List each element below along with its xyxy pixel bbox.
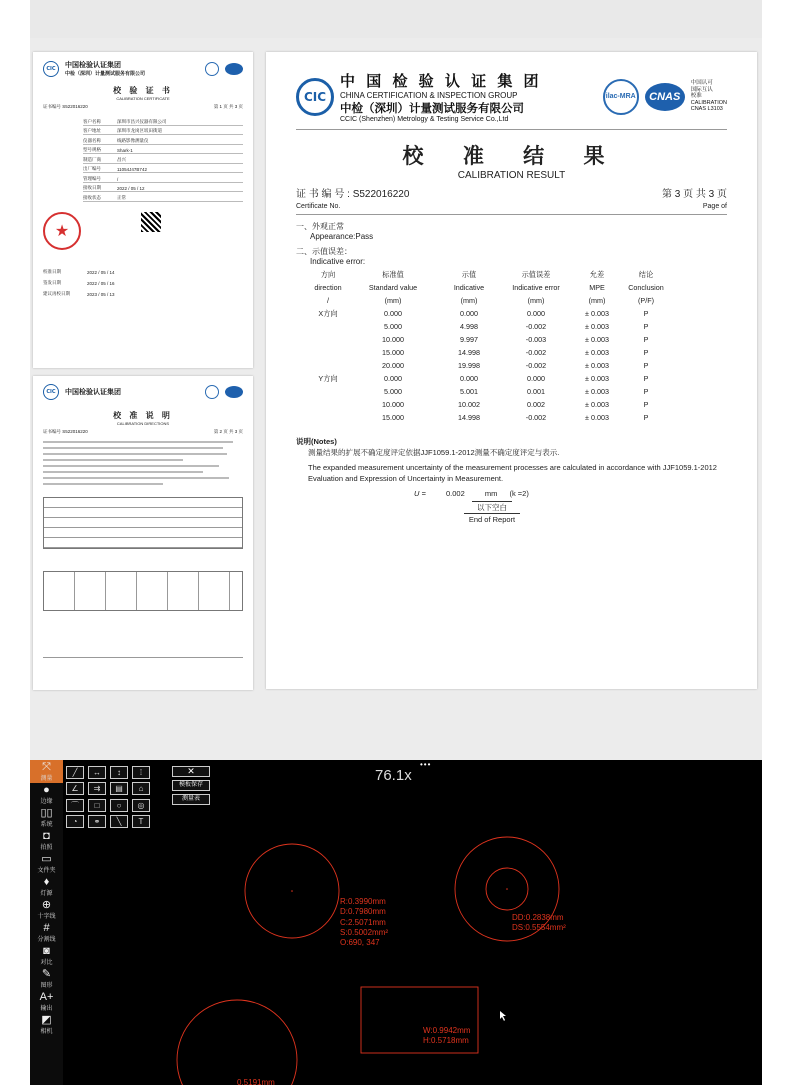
cnas-text-line: 校准: [690, 93, 702, 100]
table-cell: [306, 333, 350, 346]
notes-section: [296, 436, 727, 525]
ilac-icon: [205, 62, 219, 76]
mini-dir-subtitle: CALIBRATION DIRECTIONS: [116, 421, 170, 426]
table-cell: 允差: [589, 269, 605, 279]
tool-label: 边缘: [40, 799, 53, 805]
mini-page: 第 1 页 共 3 页: [213, 104, 243, 109]
ilac-icon: [205, 385, 219, 399]
mini-date-value: 2023 / 05 / 13: [87, 291, 115, 297]
close-panel-button[interactable]: ✕: [172, 766, 210, 777]
circle-2-readout: [512, 913, 566, 934]
mini-field-row: [83, 145, 243, 155]
mini-dir-header: [43, 384, 243, 400]
table-cell: X方向: [318, 308, 338, 318]
measurement-canvas[interactable]: [30, 760, 762, 1085]
table-row: [306, 385, 668, 398]
notes-cn: 测量结果的扩展不确定度评定依据JJF1059.1-2012测量不确定度评定与表示.: [308, 448, 560, 457]
cic-logo-icon: CIC: [43, 384, 59, 400]
measurement-software: [30, 760, 762, 1085]
table-cell: 15.000: [382, 413, 404, 422]
org-name-en-2: CCIC (Shenzhen) Metrology & Testing Service Co.,Ltd: [340, 116, 509, 123]
result-title: 校 准 结 果: [402, 144, 621, 168]
table-cell: ± 0.003: [585, 348, 609, 357]
table-cell: 标准值: [382, 269, 404, 279]
mini-field-label: 接收日期: [83, 185, 101, 190]
mini-header: [43, 60, 243, 77]
table-cell: -0.002: [525, 413, 547, 422]
tool-label: 拍照: [40, 845, 53, 851]
cic-logo-icon: CIC: [296, 78, 334, 116]
table-cell: (mm): [588, 296, 606, 305]
tool-icon: ▯▯: [40, 807, 53, 819]
mini-field-value: 11054J47B742: [117, 167, 147, 172]
table-cell: 方向: [320, 269, 336, 279]
table-cell: 5.001: [460, 387, 478, 396]
table-cell: MPE: [589, 283, 605, 292]
section-indicative-error: 二、示值误差： Indicative error:: [296, 247, 366, 266]
ilac-mra-icon: ilac-MRA: [603, 79, 639, 115]
mini-field-row: [83, 183, 243, 193]
table-cell: [306, 320, 350, 333]
mini-field-label: 接收状态: [83, 194, 101, 200]
mini-field-label: 客户地址: [83, 128, 101, 133]
mini-field-value: Shark-1: [117, 148, 133, 153]
table-cell: Standard value: [368, 283, 418, 292]
table-row: [306, 294, 668, 307]
table-cell: 0.000: [384, 309, 402, 318]
mini-date-value: 2022 / 05 / 16: [87, 280, 115, 286]
mini-dir-footer-line: [43, 657, 243, 658]
readout-line: W:0.9942mm: [423, 1026, 471, 1035]
mini-title: 校 验 证 书: [113, 86, 173, 95]
tool-icon: ◙: [43, 945, 50, 957]
table-cell: 9.997: [460, 335, 478, 344]
vertical-distance-tool-icon[interactable]: ↕: [110, 766, 128, 779]
table-cell: (P/F): [638, 296, 654, 305]
tool-icon: ◘: [43, 830, 50, 842]
radius-tool-icon[interactable]: ◔: [66, 815, 84, 828]
text-tool-icon[interactable]: T: [132, 815, 150, 828]
mini-org-name: 中国检验认证集团: [65, 62, 121, 69]
measured-circle-3: [177, 1000, 297, 1085]
mini-field-label: 出厂编号: [83, 166, 101, 171]
cnas-text-line: 中国认可: [690, 80, 713, 87]
mini-field-row: [83, 116, 243, 126]
table-row: [306, 268, 668, 281]
mini-dir-org: 中国检验认证集团: [65, 389, 121, 396]
tool-icon: A+: [39, 991, 54, 1003]
parallel-tool-icon[interactable]: ⇉: [88, 782, 106, 795]
tool-icon: ▭: [41, 853, 52, 865]
circle-tool-icon[interactable]: ○: [110, 799, 128, 812]
measurement-table-button[interactable]: 测量表: [172, 794, 210, 805]
table-cell: 10.000: [382, 335, 404, 344]
result-subtitle: CALIBRATION RESULT: [457, 170, 566, 181]
table-cell: 14.998: [458, 413, 480, 422]
table-cell: 0.002: [527, 400, 545, 409]
more-icon[interactable]: •••: [420, 760, 432, 769]
table-cell: 结论: [638, 269, 654, 279]
circle-1-readout: [340, 897, 388, 948]
circle-2-center: [506, 888, 508, 890]
section-appearance: 一、外观正常 Appearance:Pass: [296, 222, 374, 241]
table-cell: ± 0.003: [585, 400, 609, 409]
mini-date-value: 2022 / 05 / 14: [87, 269, 115, 275]
mini-date-label: 签发日期: [43, 279, 61, 285]
mini-field-row: [83, 135, 243, 145]
table-cell: /: [327, 296, 329, 305]
mini-date-label: 建议再校日期: [43, 290, 70, 296]
table-cell: 10.002: [458, 400, 480, 409]
mini-field-row: [83, 154, 243, 164]
mini-field-value: 深圳市昌兴仪器有限公司: [117, 118, 167, 124]
square-tool-icon[interactable]: □: [88, 799, 106, 812]
tool-label: 分割线: [37, 937, 56, 943]
table-cell: 0.000: [384, 374, 402, 383]
tool-icon: #: [43, 922, 50, 934]
cic-logo-icon: CIC: [43, 61, 59, 77]
readout-line: C:2.5071mm: [340, 917, 386, 927]
table-cell: 示值: [461, 269, 477, 279]
table-cell: 5.000: [384, 322, 402, 331]
uncertainty-line: U = 0.002 mm (k =2): [414, 489, 529, 498]
rectangle-readout: [423, 1026, 470, 1047]
mini-field-label: 型号规格: [83, 147, 101, 152]
cnas-icon: [225, 386, 243, 398]
table-cell: 10.000: [382, 400, 404, 409]
table-row: [306, 307, 668, 320]
top-band: [30, 0, 762, 38]
cnas-text: [691, 80, 727, 113]
table-row: [306, 346, 668, 359]
table-cell: -0.002: [525, 348, 547, 357]
mini-field-label: 管理编号: [83, 175, 101, 181]
table-cell: [306, 346, 350, 359]
tool-label: 输出: [40, 1006, 53, 1012]
readout-line: DS:0.5554mm²: [512, 923, 566, 933]
table-cell: Y方向: [318, 373, 338, 383]
mini-field-row: [83, 173, 243, 183]
mini-dir-box-1: [43, 497, 243, 549]
table-cell: 示值误差: [521, 269, 551, 279]
table-cell: -0.002: [525, 361, 547, 370]
cnas-text-line: CNAS L3103: [690, 106, 723, 113]
table-cell: (mm): [460, 296, 478, 305]
table-cell: ± 0.003: [585, 361, 609, 370]
polygon-tool-icon[interactable]: ⌂: [132, 782, 150, 795]
readout-line: D:0.7980mm: [340, 907, 386, 917]
tool-label: 文件夹: [37, 868, 56, 874]
table-cell: 0.000: [460, 309, 478, 318]
tool-icon: ✎: [41, 968, 52, 980]
table-cell: Conclusion: [628, 283, 664, 292]
table-row: [306, 333, 668, 346]
line-tool-icon[interactable]: ╱: [66, 766, 84, 779]
table-cell: P: [643, 387, 649, 396]
table-row: [306, 372, 668, 385]
mini-field-value: 正常: [117, 194, 126, 200]
arc-tool-icon[interactable]: ⌒: [66, 799, 84, 812]
table-cell: [306, 359, 350, 372]
table-cell: ± 0.003: [585, 309, 609, 318]
pen-tool-icon[interactable]: ╲: [110, 815, 128, 828]
circle-3-readout: 0.5191mm: [237, 1078, 275, 1085]
mini-seal-icon: ★: [43, 212, 81, 250]
mini-field-label: 仪器名称: [83, 137, 101, 143]
table-cell: ± 0.003: [585, 335, 609, 344]
mini-dir-cert-no: 证书编号 S522016220: [43, 429, 88, 434]
mini-field-value: 昌兴: [117, 156, 126, 162]
table-cell: direction: [314, 283, 342, 292]
cnas-text-line: 国际互认: [690, 86, 713, 93]
table-cell: P: [643, 413, 649, 422]
readout-line: S:0.5002mm²: [340, 927, 389, 937]
mini-field-label: 客户名称: [83, 118, 101, 124]
table-cell: Indicative error: [512, 283, 560, 292]
page-indicator: 第 3 页 共 3 页 Page of: [661, 189, 727, 210]
certificate-page-2[interactable]: [33, 376, 253, 690]
mini-dir-title: 校 准 说 明: [113, 411, 173, 420]
table-cell: P: [643, 309, 649, 318]
table-cell: 14.998: [458, 348, 480, 357]
certificate-page-1[interactable]: [33, 52, 253, 368]
two-circle-tool-icon[interactable]: ⚭: [88, 815, 106, 828]
result-header: [296, 70, 727, 123]
tool-label: 对比: [40, 960, 53, 966]
table-cell: ± 0.003: [585, 413, 609, 422]
mini-field-value: 深圳市龙岗区坂田街道: [117, 128, 162, 133]
distance-tool-icon[interactable]: ↔: [88, 766, 106, 779]
tool-label: 系统: [40, 822, 53, 828]
zoom-level: 76.1x: [375, 767, 412, 784]
table-row: [306, 320, 668, 333]
table-cell: (mm): [384, 296, 402, 305]
table-cell: P: [643, 374, 649, 383]
qr-code-icon: [141, 212, 161, 232]
tool-label: 相机: [40, 1029, 53, 1035]
notes-title: 说明(Notes): [296, 437, 337, 446]
mini-date-row: [43, 286, 243, 297]
mini-field-value: 2022 / 05 / 12: [117, 186, 145, 191]
calibration-result-page[interactable]: [266, 52, 757, 689]
table-cell: ± 0.003: [585, 322, 609, 331]
table-cell: 0.000: [527, 309, 545, 318]
mini-dates: [43, 264, 243, 297]
tool-label: 测量: [40, 776, 53, 782]
rect-tool-icon[interactable]: ▤: [110, 782, 128, 795]
tool-icon: ●: [43, 784, 50, 796]
mini-field-row: [83, 192, 243, 202]
table-cell: 0.001: [527, 387, 545, 396]
table-cell: [306, 385, 350, 398]
table-cell: P: [643, 322, 649, 331]
table-row: [306, 359, 668, 372]
mini-field-row: [83, 126, 243, 136]
mini-dir-text-lines: [43, 441, 243, 485]
notes-en: The expanded measurement uncertainty of the measurement processes are calculated in accordance with JJF1059.1-2012 Evaluation and Expression of Uncertainty in Measurement.: [308, 463, 717, 483]
circle-1-center: [291, 890, 293, 892]
mini-field-label: 制造厂商: [83, 156, 101, 162]
org-name-cn: 中 国 检 验 认 证 集 团: [340, 72, 542, 90]
tool-icon: ◩: [41, 1014, 52, 1026]
blank-below: 以下空白: [472, 501, 512, 513]
table-cell: (mm): [527, 296, 545, 305]
table-row: [306, 411, 668, 424]
table-cell: 4.998: [460, 322, 478, 331]
certificate-number: 证 书 编 号 : S522016220 Certificate No.: [296, 189, 410, 210]
table-row: [306, 398, 668, 411]
table-cell: P: [643, 400, 649, 409]
mini-cert-no: 证书编号 S522016220: [43, 104, 88, 109]
readout-line: O:690, 347: [340, 938, 380, 948]
mini-field-value: 线路影像测量仪: [117, 137, 149, 143]
mini-field-value: /: [117, 176, 119, 182]
table-cell: 5.000: [384, 387, 402, 396]
mini-org-name-2: 中检（深圳）计量测试服务有限公司: [65, 71, 146, 77]
table-cell: -0.002: [525, 322, 547, 331]
table-cell: 15.000: [382, 348, 404, 357]
tool-icon: ♦: [43, 876, 50, 888]
org-name-en: CHINA CERTIFICATION & INSPECTION GROUP: [340, 91, 518, 100]
table-cell: 0.000: [527, 374, 545, 383]
cnas-icon: [225, 63, 243, 75]
readout-line: H:0.5718mm: [423, 1036, 469, 1046]
table-cell: [306, 411, 350, 424]
mini-fields: [83, 116, 243, 202]
tool-label: 灯源: [40, 891, 53, 897]
mini-date-label: 校准日期: [43, 268, 61, 274]
table-cell: 0.000: [460, 374, 478, 383]
table-cell: [306, 398, 350, 411]
table-cell: ± 0.003: [585, 374, 609, 383]
table-cell: -0.003: [525, 335, 547, 344]
mini-field-row: [83, 164, 243, 174]
readout-line: DD:0.2838mm: [512, 913, 564, 922]
angle-tool-icon[interactable]: ∠: [66, 782, 84, 795]
table-cell: 19.998: [458, 361, 480, 370]
table-cell: Indicative: [453, 283, 485, 292]
mouse-cursor-icon: [500, 1011, 506, 1021]
measurement-table: [306, 268, 668, 424]
mini-dir-page: 第 2 页 共 3 页: [213, 429, 243, 434]
mini-date-row: [43, 264, 243, 275]
table-cell: P: [643, 348, 649, 357]
tool-label: 十字线: [37, 914, 56, 920]
table-cell: P: [643, 335, 649, 344]
mini-date-row: [43, 275, 243, 286]
concentric-tool-icon[interactable]: ◎: [132, 799, 150, 812]
mini-subtitle: CALIBRATION CERTIFICATE: [116, 96, 170, 101]
point-tool-icon[interactable]: ⁞: [132, 766, 150, 779]
cnas-text-line: CALIBRATION: [690, 99, 727, 106]
org-name-cn-2: 中检（深圳）计量测试服务有限公司: [340, 101, 524, 115]
tool-label: 图形: [40, 983, 53, 989]
tool-icon: ⊕: [41, 899, 52, 911]
table-cell: 20.000: [382, 361, 404, 370]
readout-line: R:0.3990mm: [340, 897, 386, 906]
table-row: [306, 281, 668, 294]
tool-icon: ⤧: [42, 761, 51, 773]
table-cell: ± 0.003: [585, 387, 609, 396]
mini-dir-box-2: [43, 571, 243, 611]
cnas-icon: CNAS: [645, 83, 685, 111]
table-cell: P: [643, 361, 649, 370]
template-save-button[interactable]: 模板保存: [172, 780, 210, 791]
end-of-report: End of Report: [464, 513, 520, 525]
